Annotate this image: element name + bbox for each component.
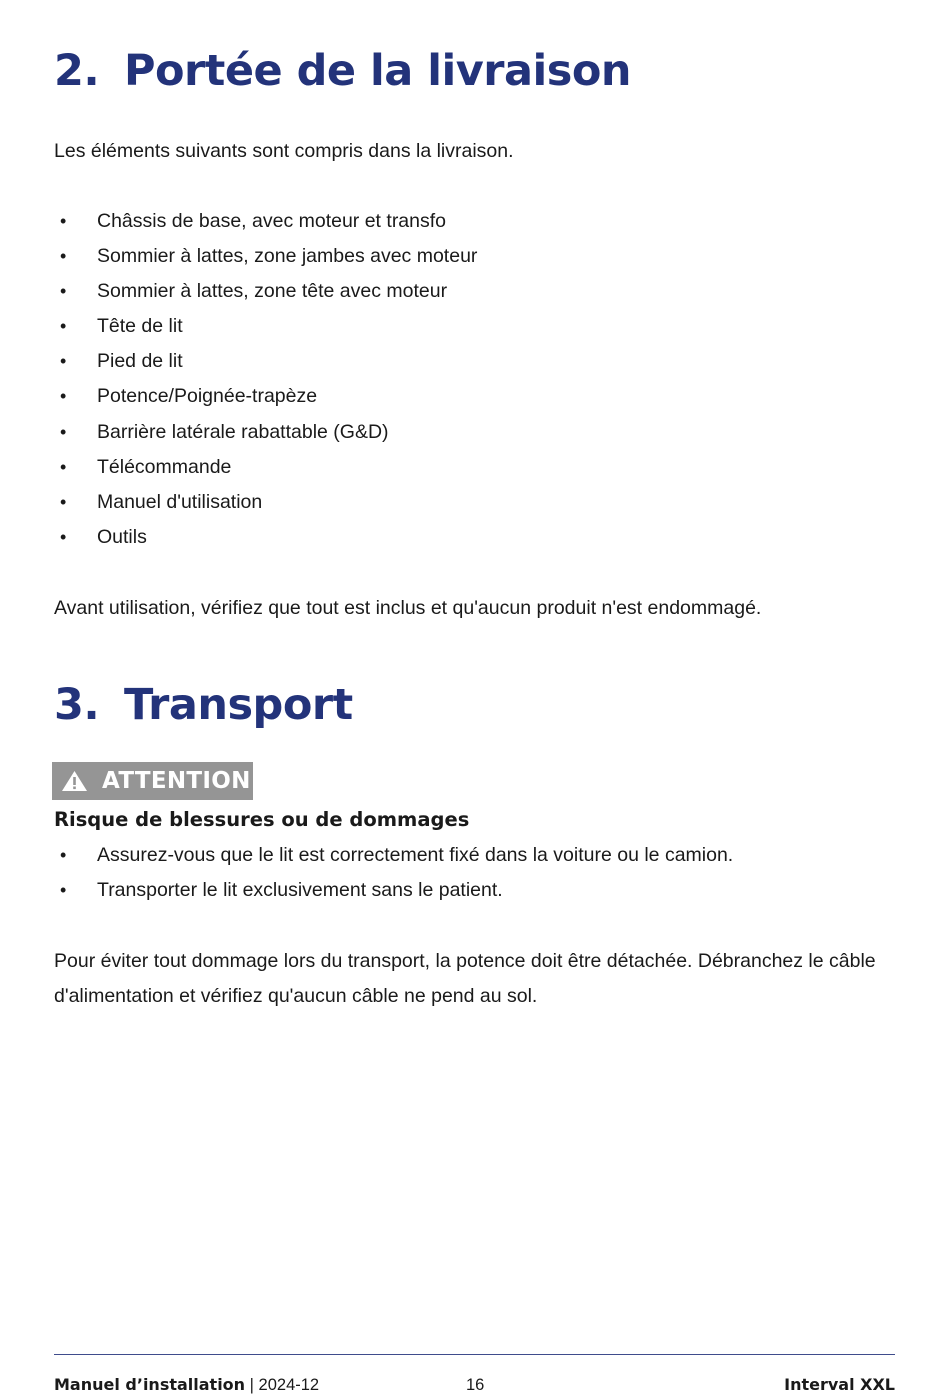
list-item-text: Télécommande <box>97 455 232 478</box>
list-item <box>54 450 477 485</box>
attention-banner <box>52 762 253 800</box>
list-item <box>54 379 477 414</box>
footer-rule <box>54 1354 895 1355</box>
section-2-title: Portée de la livraison <box>124 46 631 96</box>
list-item-text: Barrière latérale rabattable (G&D) <box>97 420 389 443</box>
attention-label: ATTENTION <box>102 768 251 794</box>
section-3-heading <box>54 680 353 730</box>
footer-doc-title: Manuel d’installation <box>54 1375 246 1394</box>
list-item <box>54 239 477 274</box>
bullet: • <box>60 491 67 512</box>
section-2-intro: Les éléments suivants sont compris dans la livraison. <box>54 140 514 162</box>
list-item-text: Transporter le lit exclusivement sans le patient. <box>97 879 503 902</box>
transport-items-list <box>54 838 733 908</box>
footer-separator: | <box>249 1376 254 1394</box>
page-number: 16 <box>466 1376 485 1394</box>
bullet: • <box>60 526 67 547</box>
list-item <box>54 838 733 873</box>
footer-date: 2024-12 <box>258 1376 320 1394</box>
list-item <box>54 520 477 555</box>
footer-product-name: Interval XXL <box>784 1375 895 1394</box>
transport-paragraph-line-2: d'alimentation et vérifiez qu'aucun câble ne pend au sol. <box>54 985 538 1007</box>
list-item <box>54 274 477 309</box>
bullet: • <box>60 281 67 302</box>
bullet: • <box>60 386 67 407</box>
bullet: • <box>60 246 67 267</box>
list-item-text: Châssis de base, avec moteur et transfo <box>97 210 447 232</box>
list-item-text: Pied de lit <box>97 350 183 373</box>
list-item-text: Potence/Poignée-trapèze <box>97 385 318 408</box>
list-item-text: Sommier à lattes, zone tête avec moteur <box>97 280 448 303</box>
list-item-text: Outils <box>97 525 147 548</box>
list-item <box>54 309 477 344</box>
list-item-text: Tête de lit <box>97 315 183 338</box>
section-2-number: 2. <box>54 46 100 96</box>
list-item-text: Assurez-vous que le lit est correctement fixé dans la voiture ou le camion. <box>97 844 734 866</box>
bullet: • <box>60 456 67 477</box>
section-3-title: Transport <box>124 680 353 730</box>
section-2-closing: Avant utilisation, vérifiez que tout est inclus et qu'aucun produit n'est endommagé. <box>54 597 762 619</box>
list-item-text: Sommier à lattes, zone jambes avec moteur <box>97 245 478 268</box>
risk-title: Risque de blessures ou de dommages <box>54 808 470 831</box>
list-item <box>54 204 477 239</box>
bullet: • <box>60 845 67 865</box>
bullet: • <box>60 316 67 337</box>
bullet: • <box>60 421 67 442</box>
transport-paragraph <box>54 944 876 1014</box>
list-item-text: Manuel d'utilisation <box>97 490 263 513</box>
list-item <box>54 485 477 520</box>
footer-product <box>784 1372 895 1398</box>
transport-paragraph-line-1: Pour éviter tout dommage lors du transport, la potence doit être détachée. Débranchez le câble <box>54 950 876 972</box>
list-item <box>54 344 477 379</box>
list-item <box>54 873 733 908</box>
list-item <box>54 415 477 450</box>
section-3-number: 3. <box>54 680 100 730</box>
bullet: • <box>60 351 67 372</box>
delivery-items-list <box>54 204 477 555</box>
bullet: • <box>60 880 67 901</box>
bullet: • <box>60 211 67 231</box>
warning-triangle-icon <box>61 770 88 792</box>
footer-doc-info <box>54 1372 319 1398</box>
section-2-heading <box>54 46 631 96</box>
